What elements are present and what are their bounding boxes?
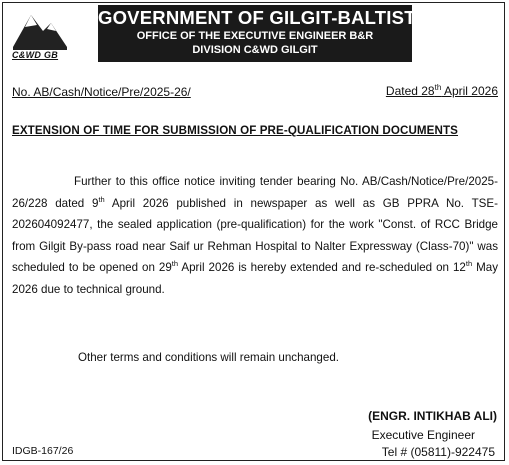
logo-label: C&WD GB <box>12 50 59 60</box>
signatory-title: Executive Engineer <box>371 428 475 442</box>
other-terms: Other terms and conditions will remain unchanged. <box>78 351 339 364</box>
header-government: GOVERNMENT OF GILGIT-BALTISTAN <box>98 7 442 28</box>
notice-subject: EXTENSION OF TIME FOR SUBMISSION OF PRE-QUALIFICATION DOCUMENTS <box>12 124 459 137</box>
notice-date: Dated 28th April 2026 <box>385 83 498 98</box>
reference-number: No. AB/Cash/Notice/Pre/2025-26/ <box>12 85 191 99</box>
notice-body: Further to this office notice inviting tender bearing No. AB/Cash/Notice/Pre/2025-26/228 dated 9th April 2026 published in newspaper as well as GB PPRA No. TSE-202604092477, the sealed application (pre-qualification) for the work "Const. of RCC Bridge from Gilgit By-pass road near Saif ur Rehman Hospital to Nalter Expressway (Class-70)" was scheduled to be opened on 29th April 2026 is hereby extended and re-scheduled on 12th May 2026 due to technical ground. <box>12 175 499 296</box>
header-banner <box>98 5 442 62</box>
header-office: OFFICE OF THE EXECUTIVE ENGINEER B&R <box>136 30 374 42</box>
header-division: DIVISION C&WD GILGIT <box>192 44 318 56</box>
signatory-telephone: Tel # (05811)-922475 <box>381 445 495 459</box>
signatory-name: (ENGR. INTIKHAB ALI) <box>368 409 497 423</box>
advertisement-code: IDGB-167/26 <box>12 445 74 457</box>
